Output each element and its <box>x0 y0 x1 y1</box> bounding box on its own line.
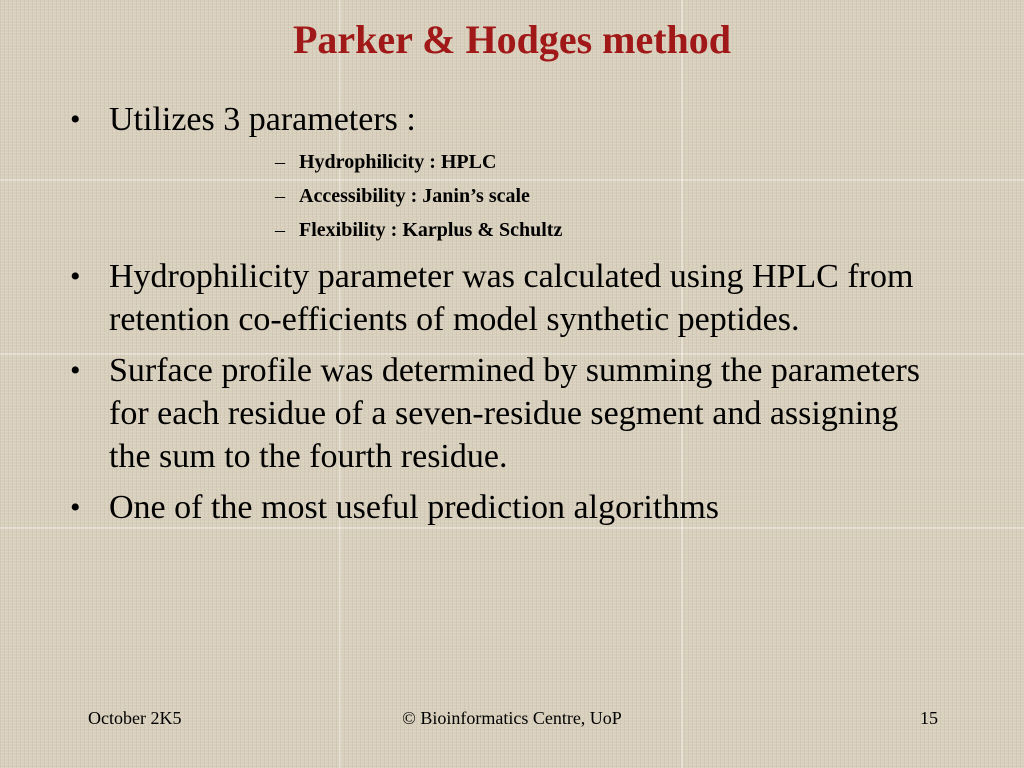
bullet-icon: • <box>70 491 81 524</box>
sub-item-text: Hydrophilicity : HPLC <box>299 151 497 173</box>
bullet-text: One of the most useful prediction algorithms <box>109 489 719 526</box>
slide-title: Parker & Hodges method <box>292 17 732 62</box>
bullet-item-parameters <box>60 98 940 247</box>
sub-item-text: Accessibility : Janin’s scale <box>299 185 530 207</box>
bullet-item-surface-profile <box>60 349 940 478</box>
bullet-text: Surface profile was determined by summing the parameters for each residue of a seven-residue segment and assigning the sum to the fourth residue. <box>109 352 921 475</box>
sub-bullet-list <box>109 145 940 247</box>
bullet-item-hplc <box>60 255 940 341</box>
dash-icon: – <box>275 151 285 173</box>
dash-icon: – <box>275 219 285 241</box>
bullet-icon: • <box>70 103 81 136</box>
bullet-text: Utilizes 3 parameters : <box>109 101 416 138</box>
bullet-icon: • <box>70 260 81 293</box>
slide-content <box>60 98 940 537</box>
sub-item-flexibility <box>109 213 940 247</box>
footer-date: October 2K5 <box>88 708 182 728</box>
dash-icon: – <box>275 185 285 207</box>
sub-item-text: Flexibility : Karplus & Schultz <box>299 219 563 241</box>
bullet-item-useful <box>60 486 940 529</box>
bullet-icon: • <box>70 354 81 387</box>
sub-item-accessibility <box>109 179 940 213</box>
sub-item-hydrophilicity <box>109 145 940 179</box>
footer-page-number: 15 <box>920 708 938 728</box>
bullet-text: Hydrophilicity parameter was calculated using HPLC from retention co-efficients of model synthetic peptides. <box>109 258 914 338</box>
footer-copyright: © Bioinformatics Centre, UoP <box>402 708 622 728</box>
bullet-list <box>60 98 940 529</box>
